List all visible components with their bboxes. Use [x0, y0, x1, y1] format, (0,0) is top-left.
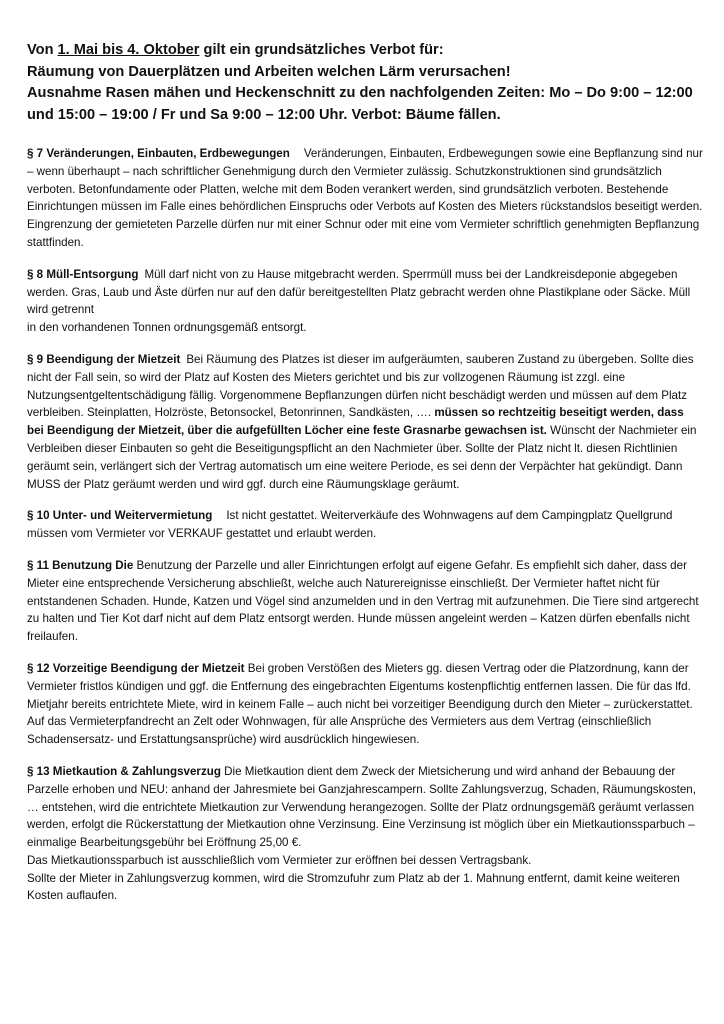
section-8-heading: § 8 Müll-Entsorgung	[27, 267, 139, 281]
section-13-text-sparbuch: Das Mietkautionssparbuch ist ausschließlich vom Vermieter zur eröffnen bei dessen Vertragsbank.	[27, 853, 532, 867]
section-7-text: Veränderungen, Einbauten, Erdbewegungen sowie eine Bepflanzung sind nur – wenn überhaupt – nach schriftlicher Genehmigung durch den Vermieter zulässig. Schutzkonstruktionen sind grundsätzlich verboten. Betonfundamente oder Platten, welche mit dem Boden verankert werden, sind grundsätzlich verboten. Bestehende Einrichtungen müssen im Falle eines behördlichen Einspruchs oder Verbots auf Kosten des Mieters rückstandslos beseitigt werden. Eingrenzung der gemieteten Parzelle dürfen nur mit einer Schnur oder mit eine vom Vermieter schriftlich genehmigten Bepflanzung stattfinden.	[27, 147, 703, 249]
section-13-heading: § 13 Mietkaution & Zahlungsverzug	[27, 764, 221, 778]
section-7	[27, 145, 703, 252]
section-13-text: Die Mietkaution dient dem Zweck der Mietsicherung und wird anhand der Bebauung der Parzelle erhoben und NEU: anhand der Jahresmiete bei Ganzjahrescampern. Sollte Zahlungsverzug, Schaden, Räumungskosten, … entstehen, wird die entrichtete Mietkaution zur Verwendung herangezogen. Sollte der Platz ordnungsgemäß geräumt verlassen werden, erfolgt die Rückerstattung der Mietkaution ohne Verzinsung. Eine Verzinsung ist möglich über ein Mietkautionssparbuch – einmalige Bearbeitungsgebühr bei Eröffnung 25,00 €.	[27, 764, 696, 850]
section-10-heading: § 10 Unter- und Weitervermietung	[27, 509, 213, 523]
section-9-text: Bei Räumung des Platzes ist dieser im aufgeräumten, sauberen Zustand zu übergeben. Sollte dies nicht der Fall sein, so wird der Platz auf Kosten des Mieters gerichtet und bis zur vollzogenen Räumung ist zzgl. eine Nutzungsentgeltentschädigung fällig. Vorgenommene Bepflanzungen dürfen nicht beschädigt werden und müssen auf dem Platz verbleiben. Steinplatten, Holzröste, Betonsockel, Betonrinnen, Sandkästen, ….	[27, 352, 694, 420]
section-10-text: Ist nicht gestattet. Weiterverkäufe des Wohnwagens auf dem Campingplatz Quellgrund müssen vom Vermieter vor VERKAUF gestattet und erlaubt werden.	[27, 509, 673, 541]
section-13	[27, 763, 703, 905]
section-8-text-cont: in den vorhandenen Tonnen ordnungsgemäß entsorgt.	[27, 321, 307, 335]
intro-line3: Ausnahme Rasen mähen und Heckenschnitt zu den nachfolgenden Zeiten: Mo – Do 9:00 – 12:00 und 15:00 – 19:00 / Fr und Sa 9:00 – 12:00 Uhr. Verbot: Bäume fällen.	[27, 85, 693, 123]
section-9-text-cont: Wünscht der Nachmieter ein Verbleiben dieser Einbauten so geht die Beseitigungspflicht an den Nachmieter über. Sollte der Platz nicht lt. diesen Richtlinien geräumt sein, verlängert sich der Vertrag automatisch um eine weitere Periode, es sei denn der Verpächter hat gekündigt. Dann MUSS der Platz geräumt werden und wird ggf. durch eine Räumungsklage geräumt.	[27, 424, 697, 491]
section-12	[27, 660, 703, 749]
section-11	[27, 557, 703, 646]
intro-notice	[27, 40, 703, 126]
document-page	[27, 40, 703, 919]
section-12-text: Bei groben Verstößen des Mieters gg. diesen Vertrag oder die Platzordnung, kann der Vermieter fristlos kündigen und ggf. die Entfernung des eingebrachten Eigentums kostenpflichtig entfernen lassen. Die für das lfd. Mietjahr bereits entrichtete Miete, wird in keinem Falle – auch nicht bei vorzeitiger Beendigung durch den Mieter – zurückerstattet. Auf das Vermieterpfandrecht an Zelt oder Wohnwagen, für alle Ansprüche des Vermieters aus dem Vertrag (einschließlich Schadensersatz- und Erstattungsansprüche) wird ausdrücklich hingewiesen.	[27, 661, 693, 747]
section-10	[27, 507, 703, 543]
intro-line2: Räumung von Dauerplätzen und Arbeiten welchen Lärm verursachen!	[27, 63, 511, 80]
section-9	[27, 351, 703, 493]
section-8-text: Müll darf nicht von zu Hause mitgebracht werden. Sperrmüll muss bei der Landkreisdeponie abgegeben werden. Gras, Laub und Äste dürfen nur auf den dafür bereitgestellten Platz gebracht werden ohne Plastikplane oder Säcke. Müll wird getrennt	[27, 267, 691, 317]
intro-date-range: 1. Mai bis 4. Oktober	[57, 42, 200, 58]
section-13-text-zahlungsverzug: Sollte der Mieter in Zahlungsverzug kommen, wird die Stromzufuhr zum Platz ab der 1. Mahnung entfernt, damit keine weiteren Kosten auflaufen.	[27, 871, 680, 903]
intro-line1-prefix: Von	[27, 42, 58, 58]
section-12-heading: § 12 Vorzeitige Beendigung der Mietzeit	[27, 661, 245, 675]
section-9-bold-text: müssen so rechtzeitig beseitigt werden, dass bei Beendigung der Mietzeit, über die aufgefüllten Löcher eine feste Grasnarbe gewachsen ist.	[27, 406, 684, 438]
intro-line1-suffix: gilt ein grundsätzliches Verbot für:	[199, 42, 444, 58]
section-11-text: Benutzung der Parzelle und aller Einrichtungen erfolgt auf eigene Gefahr. Es empfiehlt sich daher, dass der Mieter eine entsprechende Versicherung abschließt, welche auch Naturereignisse einschließt. Der Vermieter haftet nicht für entstandenen Schaden. Hunde, Katzen und Vögel sind anzumelden und in den Vertrag mit aufzunehmen. Die Tiere sind artgerecht zu halten und Tier Kot darf nicht auf dem Platz entsorgt werden. Hunde müssen angeleint werden – Katzen dürfen ebenfalls nicht freilaufen.	[27, 558, 699, 644]
section-11-heading: § 11 Benutzung Die	[27, 558, 134, 572]
section-8	[27, 266, 703, 337]
section-9-heading: § 9 Beendigung der Mietzeit	[27, 352, 181, 366]
section-7-heading: § 7 Veränderungen, Einbauten, Erdbewegungen	[27, 147, 290, 160]
